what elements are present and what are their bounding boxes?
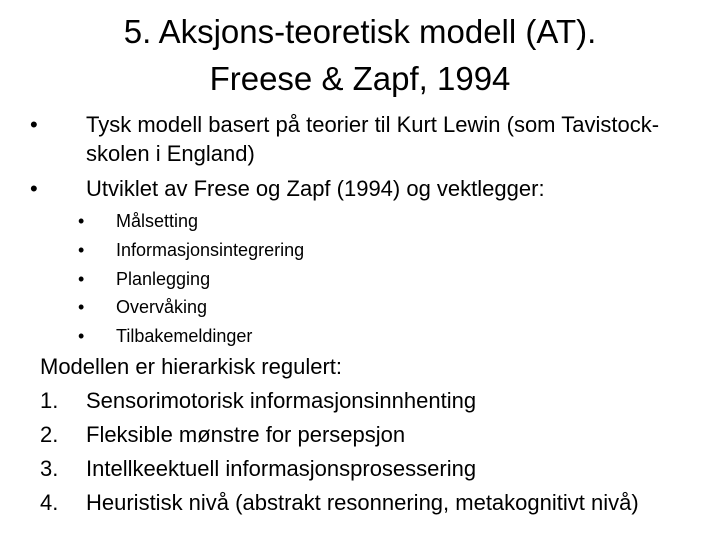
bullet-list [30, 110, 710, 203]
sub-bullet-marker: • [78, 268, 85, 289]
sub-bullet-marker: • [78, 326, 85, 347]
item-text: Heuristisk nivå (abstrakt resonnering, metakognitivt nivå) [86, 490, 639, 515]
sub-bullet-text: Målsetting [116, 211, 199, 231]
sub-bullet-item [78, 265, 304, 294]
item-number: 1. [40, 388, 59, 413]
bullet-item [30, 174, 710, 203]
bullet-marker: • [30, 112, 38, 137]
sub-bullet-item [78, 207, 304, 236]
sub-bullet-marker: • [78, 211, 85, 231]
numbered-item [40, 418, 710, 452]
bullet-marker: • [30, 176, 38, 201]
numbered-item [40, 452, 710, 486]
sub-bullet-list [78, 207, 304, 351]
bullet-text: Tysk modell basert på teorier til Kurt Lewin (som Tavistock-skolen i England) [86, 112, 660, 166]
hierarchy-heading: Modellen er hierarkisk regulert: [40, 354, 343, 379]
item-text: Sensorimotorisk informasjonsinnhenting [86, 388, 477, 413]
sub-bullet-text: Tilbakemeldinger [116, 326, 253, 347]
sub-bullet-text: Overvåking [116, 297, 208, 318]
bullet-text: Utviklet av Frese og Zapf (1994) og vektlegger: [86, 176, 545, 201]
title-line-2: Freese & Zapf, 1994 [209, 60, 511, 97]
item-text: Fleksible mønstre for persepsjon [86, 422, 406, 447]
item-text: Intellkeektuell informasjonsprosessering [86, 456, 477, 481]
bullet-item [30, 110, 710, 168]
sub-bullet-text: Planlegging [116, 268, 211, 289]
item-number: 4. [40, 490, 59, 515]
slide-title [0, 8, 720, 102]
sub-bullet-marker: • [78, 297, 85, 318]
item-number: 2. [40, 422, 59, 447]
item-number: 3. [40, 456, 59, 481]
sub-bullet-item [78, 236, 304, 265]
title-line-1: 5. Aksjons-teoretisk modell (AT). [123, 13, 597, 50]
numbered-item [40, 486, 710, 520]
numbered-item [40, 384, 710, 418]
sub-bullet-item [78, 322, 304, 351]
hierarchy-section [40, 350, 710, 520]
sub-bullet-item [78, 293, 304, 322]
sub-bullet-marker: • [78, 239, 85, 260]
sub-bullet-text: Informasjonsintegrering [116, 239, 305, 260]
